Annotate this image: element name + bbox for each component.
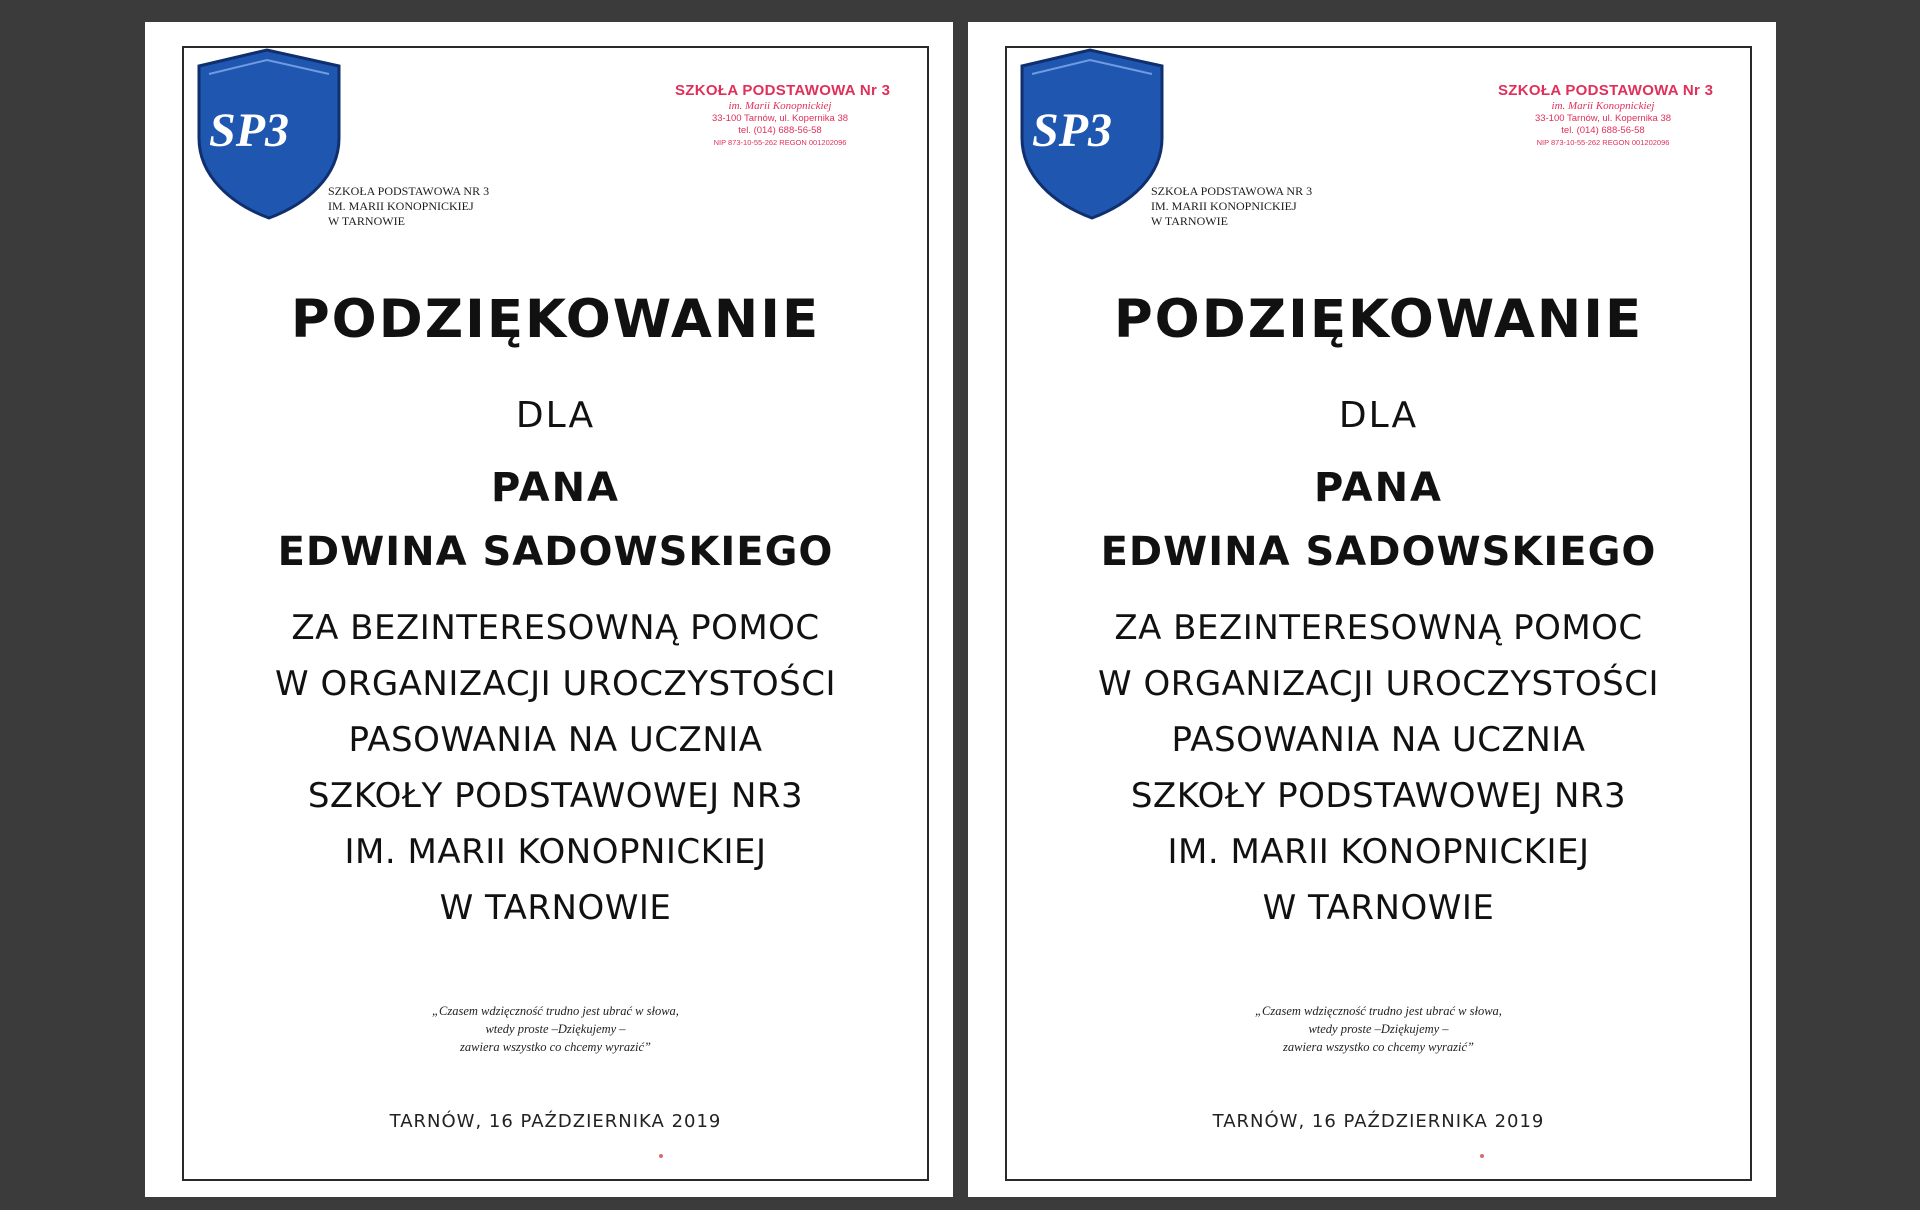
school-name: SZKOŁA PODSTAWOWA NR 3 [328,184,490,198]
stamp-name: SZKOŁA PODSTAWOWA Nr 3 [675,82,891,99]
stamp-name: SZKOŁA PODSTAWOWA Nr 3 [1498,82,1714,99]
honorific: PANA [1313,465,1444,511]
quote-line: zawiera wszystko co chcemy wyrazić” [460,1040,651,1054]
stamp-address: 33-100 Tarnów, ul. Kopernika 38 [711,113,849,124]
school-stamp [1498,82,1714,148]
stamp-phone: tel. (014) 688-56-58 [1561,125,1645,136]
stamp-ids: NIP 873-10-55-262 REGON 001202096 [713,138,847,147]
school-city: W TARNOWIE [328,214,405,228]
honorific: PANA [490,465,621,511]
for-word: DLA [515,395,596,436]
reason-line: ZA BEZINTERESOWNĄ POMOC [291,608,820,648]
school-patron: IM. MARII KONOPNICKIEJ [328,199,474,213]
school-header [1151,184,1312,229]
stamp-address: 33-100 Tarnów, ul. Kopernika 38 [1534,113,1672,124]
reason-line: W TARNOWIE [1262,888,1495,928]
recipient-name: EDWINA SADOWSKIEGO [1100,529,1657,575]
reason-line: SZKOŁY PODSTAWOWEJ NR3 [1130,776,1627,816]
logo-text: SP3 [209,104,290,157]
quote-line: „Czasem wdzięczność trudno jest ubrać w słowa, [432,1004,679,1018]
school-name: SZKOŁA PODSTAWOWA NR 3 [1151,184,1313,198]
quote [182,1002,929,1056]
certificate-left [145,22,953,1197]
ink-speck [659,1154,663,1158]
dateline: TARNÓW, 16 PAŹDZIERNIKA 2019 [389,1111,722,1132]
certificate-right [968,22,1776,1197]
stamp-ids: NIP 873-10-55-262 REGON 001202096 [1536,138,1670,147]
for-word: DLA [1338,395,1419,436]
reason-line: W TARNOWIE [439,888,672,928]
reason-line: ZA BEZINTERESOWNĄ POMOC [1114,608,1643,648]
quote-line: wtedy proste –Dziękujemy – [485,1022,626,1036]
ink-speck [1480,1154,1484,1158]
logo-text: SP3 [1032,104,1113,157]
certificate-title: PODZIĘKOWANIE [290,289,821,350]
reason-line: IM. MARII KONOPNICKIEJ [1167,832,1590,872]
quote [1005,1002,1752,1056]
reason-line: PASOWANIA NA UCZNIA [1171,720,1586,760]
reason-text [1005,600,1752,936]
reason-line: W ORGANIZACJI UROCZYSTOŚCI [1098,664,1659,704]
stamp-phone: tel. (014) 688-56-58 [738,125,822,136]
reason-line: IM. MARII KONOPNICKIEJ [344,832,767,872]
school-header [328,184,489,229]
reason-line: PASOWANIA NA UCZNIA [348,720,763,760]
reason-line: SZKOŁY PODSTAWOWEJ NR3 [307,776,804,816]
certificate-title: PODZIĘKOWANIE [1113,289,1644,350]
school-patron: IM. MARII KONOPNICKIEJ [1151,199,1297,213]
reason-text [182,600,929,936]
school-stamp [675,82,891,148]
stamp-patron: im. Marii Konopnickiej [728,100,832,112]
reason-line: W ORGANIZACJI UROCZYSTOŚCI [275,664,836,704]
dateline: TARNÓW, 16 PAŹDZIERNIKA 2019 [1212,1111,1545,1132]
school-city: W TARNOWIE [1151,214,1228,228]
quote-line: wtedy proste –Dziękujemy – [1308,1022,1449,1036]
stamp-patron: im. Marii Konopnickiej [1551,100,1655,112]
quote-line: zawiera wszystko co chcemy wyrazić” [1283,1040,1474,1054]
recipient-name: EDWINA SADOWSKIEGO [277,529,834,575]
quote-line: „Czasem wdzięczność trudno jest ubrać w słowa, [1255,1004,1502,1018]
